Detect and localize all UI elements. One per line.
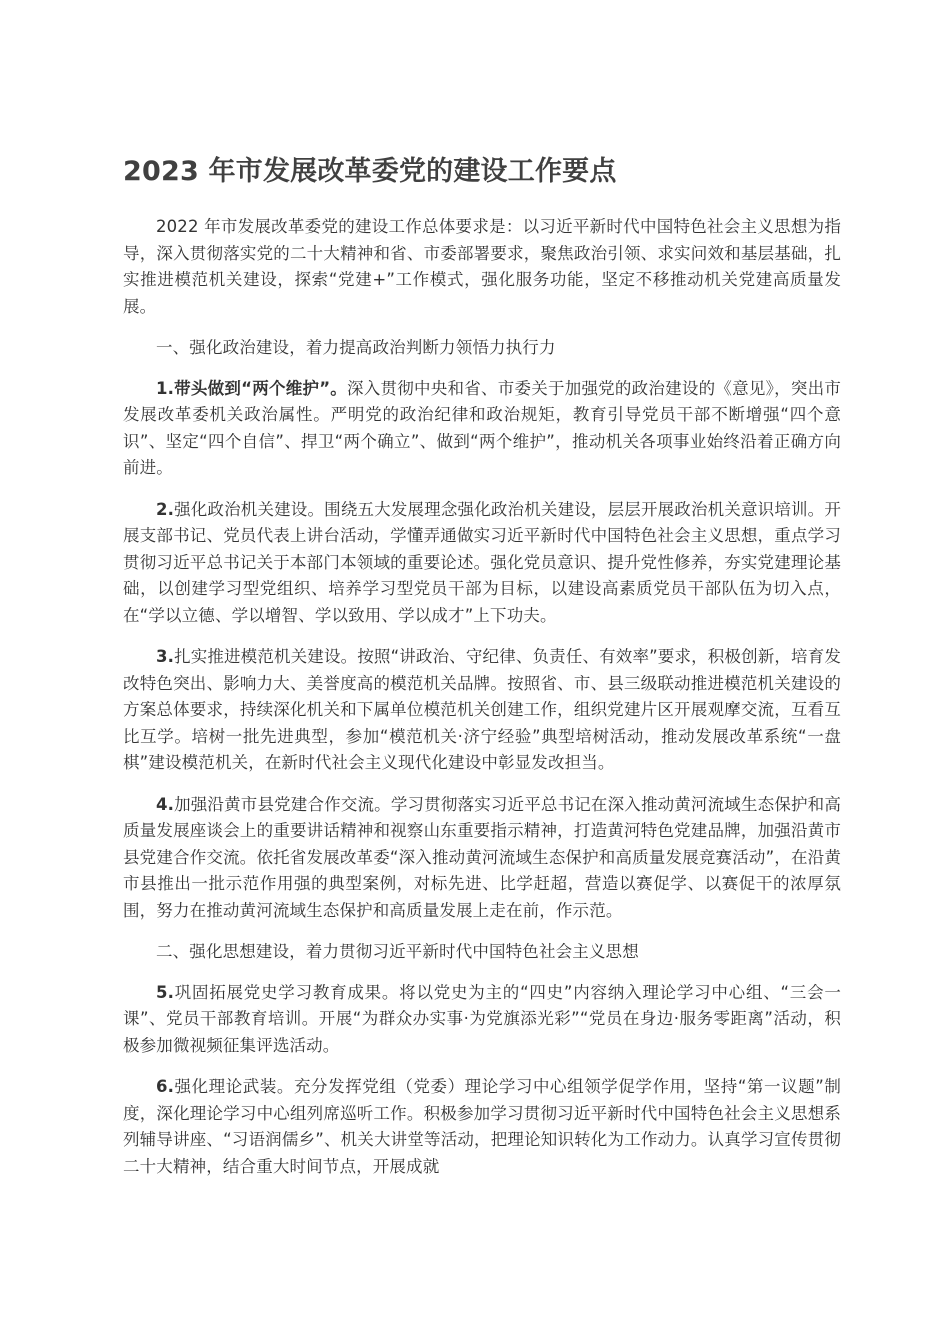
item-1-lead: 带头做到“两个维护”。: [174, 378, 348, 398]
item-3-text: 扎实推进模范机关建设。按照“讲政治、守纪律、负责任、有效率”要求，积极创新，培育发改特色突出、影响力大、美誉度高的模范机关品牌。按照省、市、县三级联动推进模范机关建设的方案总体要求，持续深化机关和下属单位模范机关创建工作，组织党建片区开展观摩交流，互看互比互学。培树一批先进典型，参加“模范机关·济宁经验”典型培树活动，推动发展改革系统“一盘棋”建设模范机关，在新时代社会主义现代化建设中彰显发改担当。: [123, 647, 841, 772]
item-6-text: 强化理论武装。充分发挥党组（党委）理论学习中心组领学促学作用，坚持“第一议题”制度，深化理论学习中心组列席巡听工作。积极参加学习贯彻习近平新时代中国特色社会主义思想系列辅导讲座、“习语润儒乡”、机关大讲堂等活动，把理论知识转化为工作动力。认真学习宣传贯彻二十大精神，结合重大时间节点，开展成就: [123, 1077, 841, 1176]
item-5-number: 5.: [156, 982, 175, 1002]
document-page: [123, 152, 841, 1195]
section-heading-2: 二、强化思想建设，着力贯彻习近平新时代中国特色社会主义思想: [156, 942, 639, 961]
item-4-text: 加强沿黄市县党建合作交流。学习贯彻落实习近平总书记在深入推动黄河流域生态保护和高质量发展座谈会上的重要讲话精神和视察山东重要指示精神，打造黄河特色党建品牌，加强沿黄市县党建合作交流。依托省发展改革委“深入推动黄河流域生态保护和高质量发展竞赛活动”，在沿黄市县推出一批示范作用强的典型案例，对标先进、比学赶超，营造以赛促学、以赛促干的浓厚氛围，努力在推动黄河流域生态保护和高质量发展上走在前，作示范。: [123, 794, 841, 920]
section-heading-1: 一、强化政治建设，着力提高政治判断力领悟力执行力: [156, 338, 556, 357]
item-3-paragraph: [123, 644, 841, 777]
item-4-number: 4.: [156, 794, 175, 814]
item-6-paragraph: [123, 1074, 841, 1180]
item-3-number: 3.: [156, 647, 175, 666]
item-5-paragraph: [123, 980, 841, 1060]
item-4-paragraph: [123, 792, 841, 925]
item-2-number: 2.: [156, 499, 175, 519]
item-2-paragraph: [123, 497, 841, 630]
item-1-text: 深入贯彻中央和省、市委关于加强党的政治建设的《意见》，突出市发展改革委机关政治属性。严明党的政治纪律和政治规矩，教育引导党员干部不断增强“四个意识”、坚定“四个自信”、捍卫“两个确立”、做到“两个维护”，推动机关各项事业始终沿着正确方向前进。: [123, 378, 841, 477]
item-6-number: 6.: [156, 1077, 175, 1096]
intro-paragraph: 2022 年市发展改革委党的建设工作总体要求是：以习近平新时代中国特色社会主义思想为指导，深入贯彻落实党的二十大精神和省、市委部署要求，聚焦政治引领、求实问效和基层基础，扎实推进模范机关建设，探索“党建+”工作模式，强化服务功能，坚定不移推动机关党建高质量发展。: [123, 217, 841, 316]
item-1-paragraph: [123, 376, 841, 482]
item-1-number: 1.: [156, 378, 175, 398]
document-title: 2023 年市发展改革委党的建设工作要点: [123, 156, 617, 187]
item-5-text: 巩固拓展党史学习教育成果。将以党史为主的“四史”内容纳入理论学习中心组、“三会一课”、党员干部教育培训。开展“为群众办实事·为党旗添光彩”“党员在身边·服务零距离”活动，积极参加微视频征集评选活动。: [123, 982, 841, 1055]
item-2-text: 强化政治机关建设。围绕五大发展理念强化政治机关建设，层层开展政治机关意识培训。开展支部书记、党员代表上讲台活动，学懂弄通做实习近平新时代中国特色社会主义思想，重点学习贯彻习近平总书记关于本部门本领域的重要论述。强化党员意识、提升党性修养，夯实党建理论基础，以创建学习型党组织、培养学习型党员干部为目标，以建设高素质党员干部队伍为切入点，在“学以立德、学以增智、学以致用、学以成才”上下功夫。: [123, 499, 841, 625]
